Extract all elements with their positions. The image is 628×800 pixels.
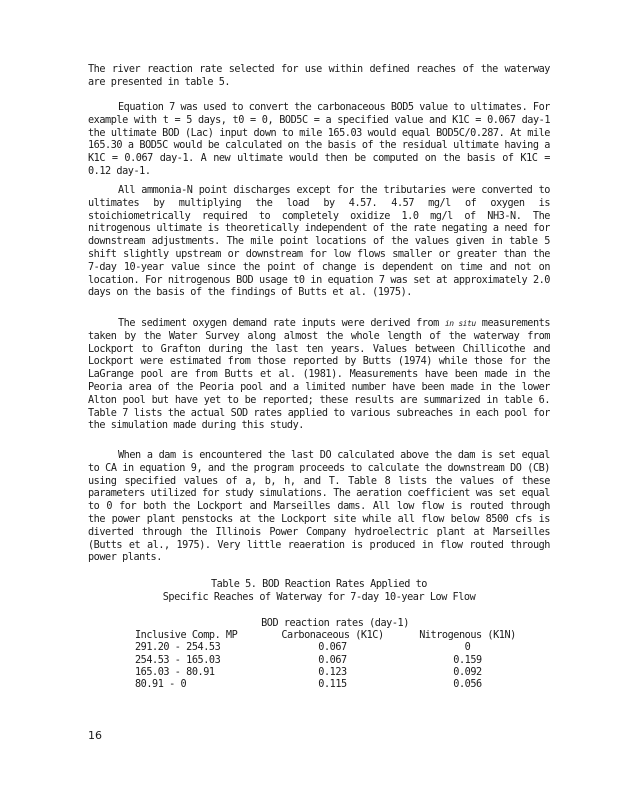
cell-carbonaceous-rate: 0.067 [318, 642, 347, 654]
paragraph-dam-reaeration: When a dam is encountered the last DO calculated above the dam is set equal to CA in equation 9, and the program proceeds to calculate the downstream DO (CB) using specified values of a, b, h, and T. Table 8 lists the values of these parameters utilized for study simulations. The aeration coefficient was set equal to 0 for both the Lockport and Marseilles dams. All low flow is routed through the power plant penstocks at the Lockport site while all flow below 8500 cfs is diverted through the Illinois Power Company hydroelectric plant at Marseilles (Butts et al., 1975). Very little reaeration is produced in flow routed through power plants. [88, 450, 550, 564]
cell-mile-point: 291.20 - 254.53 [135, 642, 221, 654]
cell-carbonaceous-rate: 0.115 [318, 679, 347, 691]
cell-mile-point: 80.91 - 0 [135, 679, 187, 691]
cell-mile-point: 165.03 - 80.91 [135, 666, 215, 678]
in-situ-italic: in situ [444, 319, 476, 328]
cell-nitrogenous-rate: 0.092 [453, 666, 482, 678]
column-header-carbonaceous: Carbonaceous (K1C) [281, 630, 384, 642]
cell-mile-point: 254.53 - 165.03 [135, 654, 221, 666]
paragraph-equation-7: Equation 7 was used to convert the carbonaceous BOD5 value to ultimates. For example with t = 5 days, t0 = 0, BOD5C = a specified value and K1C = 0.067 day-1 the ultimate BOD (Lac) input down to mile 165.03 would equal BOD5C/0.287. At mile 165.30 a BOD5C would be calculated on the basis of the residual ultimate having a K1C = 0.067 day-1. A new ultimate would then be computed on the basis of K1C = 0.12 day-1. [88, 102, 550, 177]
table-title: Table 5. BOD Reaction Rates Applied to [211, 579, 427, 590]
table-row [135, 679, 535, 691]
cell-carbonaceous-rate: 0.067 [318, 654, 347, 666]
sod-body-text: measurements taken by the Water Survey along almost the whole length of the waterway from Lockport to Grafton during the last ten years. Values between Chillicothe and Lockport were estimated from those reported by Butts (1974) while those for the LaGrange pool are from Butts et al. (1981). Measurements have been made in the Peoria area of the Peoria pool and a limited number have been made in the lower Alton pool but have yet to be reported; these results are summarized in table 6. Table 7 lists the actual SOD rates applied to various subreaches in each pool for the simulation made during this study. [88, 318, 550, 432]
table-row [135, 642, 535, 654]
paragraph-reaction-rates: The river reaction rate selected for use within defined reaches of the waterway are presented in table 5. [88, 64, 550, 88]
cell-nitrogenous-rate: 0.159 [453, 654, 482, 666]
column-header-nitrogenous: Nitrogenous (K1N) [419, 630, 516, 642]
table-row [135, 655, 535, 667]
cell-nitrogenous-rate: 0.056 [453, 679, 482, 691]
sod-intro-text: The sediment oxygen demand rate inputs were derived from [118, 318, 439, 329]
table-row [135, 667, 535, 679]
table-group-header: BOD reaction rates (day-1) [261, 618, 409, 629]
table-subtitle: Specific Reaches of Waterway for 7-day 10-year Low Flow [162, 592, 476, 603]
paragraph-sediment-oxygen-demand [88, 318, 550, 433]
bod-reaction-rate-table [135, 618, 535, 691]
column-header-mile-point: Inclusive Comp. MP [135, 630, 238, 642]
paragraph-ammonia: All ammonia-N point discharges except for the tributaries were converted to ultimates by multiplying the load by 4.57. 4.57 mg/l of oxygen is stoichiometrically required to completely oxidize 1.0 mg/l of NH3-N. The nitrogenous ultimate is theoretically independent of the rate negating a need for downstream adjustments. The mile point locations of the values given in table 5 shift slightly upstream or downstream for low flows smaller or greater than the 7-day 10-year value since the point of change is dependent on time and not on location. For nitrogenous BOD usage t0 in equation 7 was set at approximately 2.0 days on the basis of the findings of Butts et al. (1975). [88, 185, 550, 299]
cell-nitrogenous-rate: 0 [464, 642, 471, 654]
page-number: 16 [88, 729, 102, 742]
cell-carbonaceous-rate: 0.123 [318, 666, 347, 678]
